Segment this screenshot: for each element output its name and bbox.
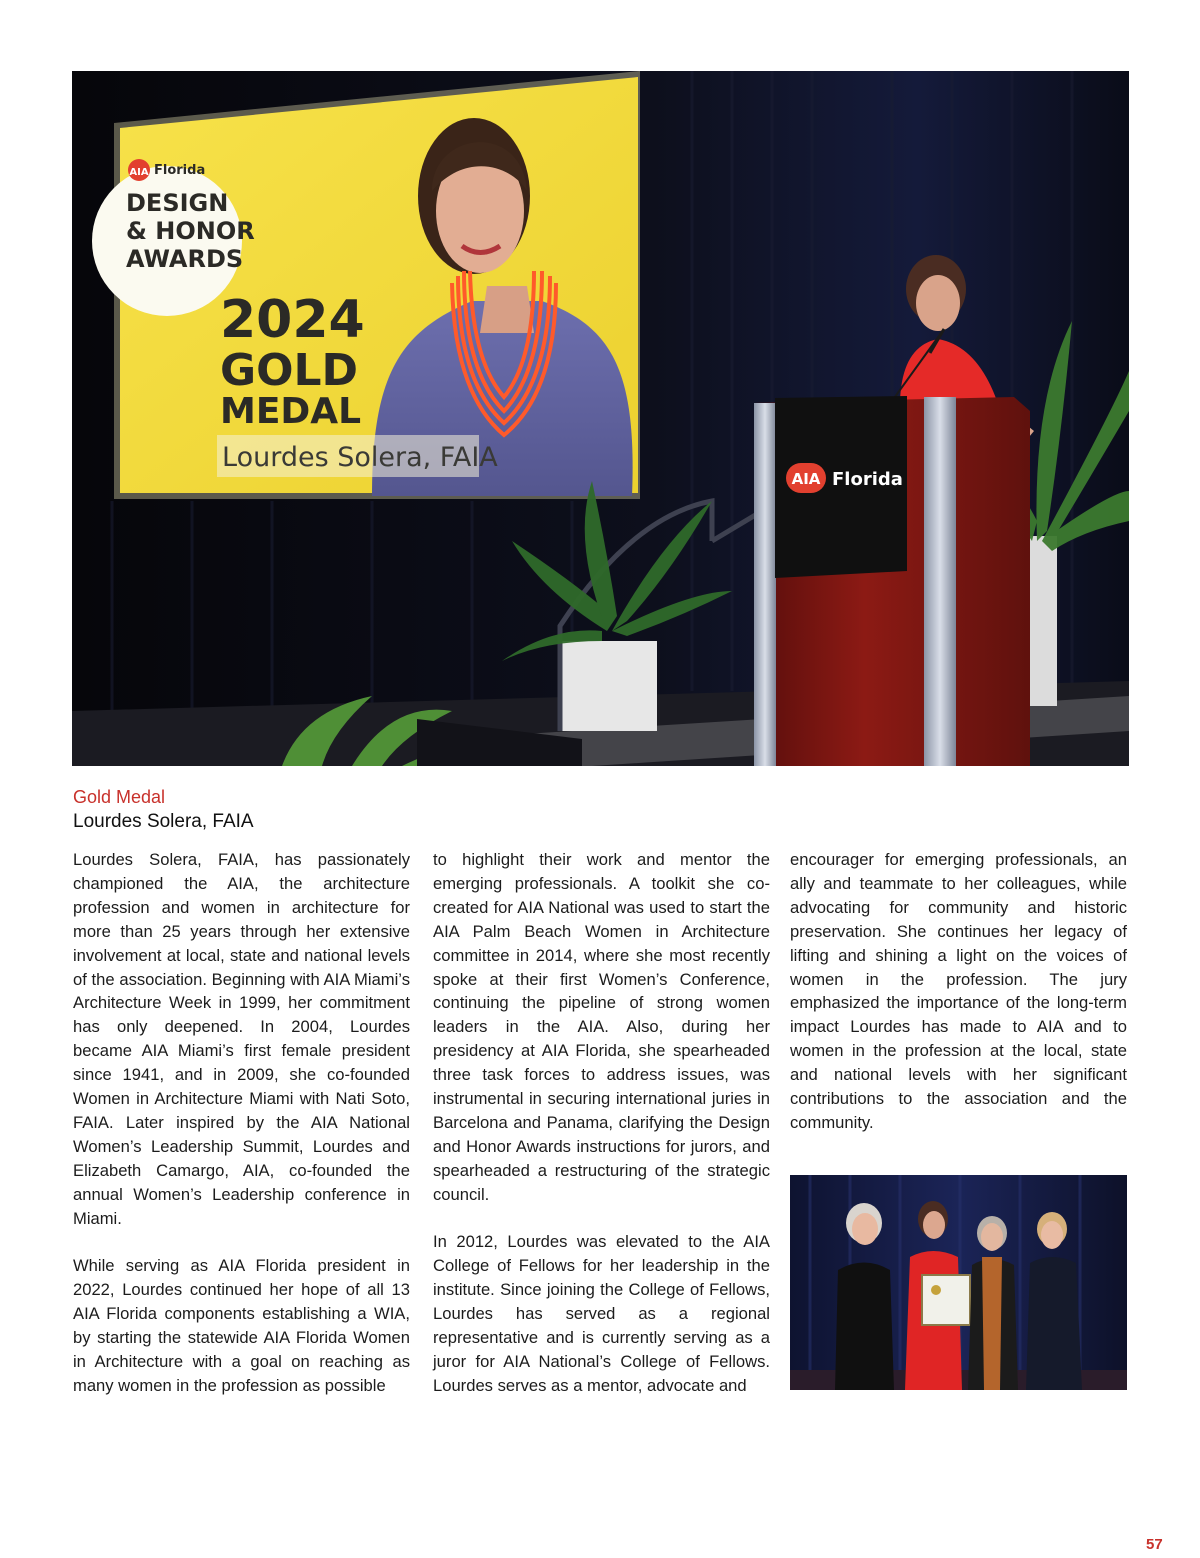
screen-awards-line-2: & HONOR (126, 217, 255, 245)
hero-photo-scene (72, 71, 1129, 766)
honoree-name: Lourdes Solera, FAIA (73, 811, 254, 832)
article-paragraph: While serving as AIA Florida president in 2022, Lourdes continued her hope of all 13 AIA Florida components establishing a WIA, by starting the statewide AIA Florida Women in Architecture with a goal on reaching as many women in the profession as possible (73, 1256, 410, 1395)
section-kicker: Gold Medal (73, 787, 166, 807)
article-column-2 (433, 848, 770, 1422)
screen-year: 2024 (220, 290, 365, 350)
article-column-3 (790, 848, 1127, 1159)
article-column-1 (73, 848, 410, 1422)
page-number: 57 (1146, 1536, 1163, 1553)
screen-logo-badge: AIA (129, 167, 149, 178)
podium-logo-word: Florida (832, 469, 903, 490)
article-paragraph: Lourdes Solera, FAIA, has passionately championed the AIA, the architecture profession and women in architecture for more than 25 years through her extensive involvement at local, state and national levels of the association. Beginning with AIA Miami’s Architecture Week in 1999, her commitment has only deepened. In 2004, Lourdes became AIA Miami’s first female president since 1941, and in 2009, she co-founded Women in Architecture Miami with Nati Soto, FAIA. Later inspired by the AIA National Women’s Leadership Summit, Lourdes and Elizabeth Camargo, AIA, co-founded the annual Women’s Leadership conference in Miami. (73, 850, 410, 1228)
article-paragraph: to highlight their work and mentor the emerging professionals. A toolkit she co-created for AIA National was used to start the AIA Palm Beach Women in Architecture committee in 2014, where she most recently spoke at their first Women’s Conference, continuing the pipeline of strong women leaders in the AIA. Also, during her presidency at AIA Florida, she spearheaded three task forces to address issues, was instrumental in securing international juries in Barcelona and Panama, clarifying the Design and Honor Awards instructions for jurors, and spearheaded a restructuring of the strategic council. (433, 850, 770, 1204)
group-photo (790, 1175, 1127, 1390)
article-paragraph: In 2012, Lourdes was elevated to the AIA College of Fellows for her leadership in the institute. Since joining the College of Fellows, Lourdes has served as a regional representative and is currently serving as a juror for AIA National’s College of Fellows. Lourdes serves as a mentor, advocate and (433, 1232, 770, 1395)
hero-photo (72, 71, 1129, 766)
article-paragraph: encourager for emerging professionals, an ally and teammate to her colleagues, while advocating for community and historic preservation. She continues her legacy of lifting and shining a light on the voices of women in the profession. The jury emphasized the importance of the long-term impact Lourdes has made to AIA and to women in the profession at the local, state and national levels with her significant contributions to the association and the community. (790, 850, 1127, 1132)
screen-medal-line-1: GOLD (220, 345, 359, 396)
screen-honoree: Lourdes Solera, FAIA (222, 442, 498, 473)
screen-awards-line-1: DESIGN (126, 189, 229, 217)
podium-logo-badge: AIA (791, 470, 821, 488)
screen-medal-line-2: MEDAL (220, 391, 362, 432)
podium (754, 396, 1030, 766)
screen-logo-word: Florida (154, 163, 206, 178)
group-photo-scene (790, 1175, 1127, 1390)
screen-awards-line-3: AWARDS (126, 245, 244, 273)
